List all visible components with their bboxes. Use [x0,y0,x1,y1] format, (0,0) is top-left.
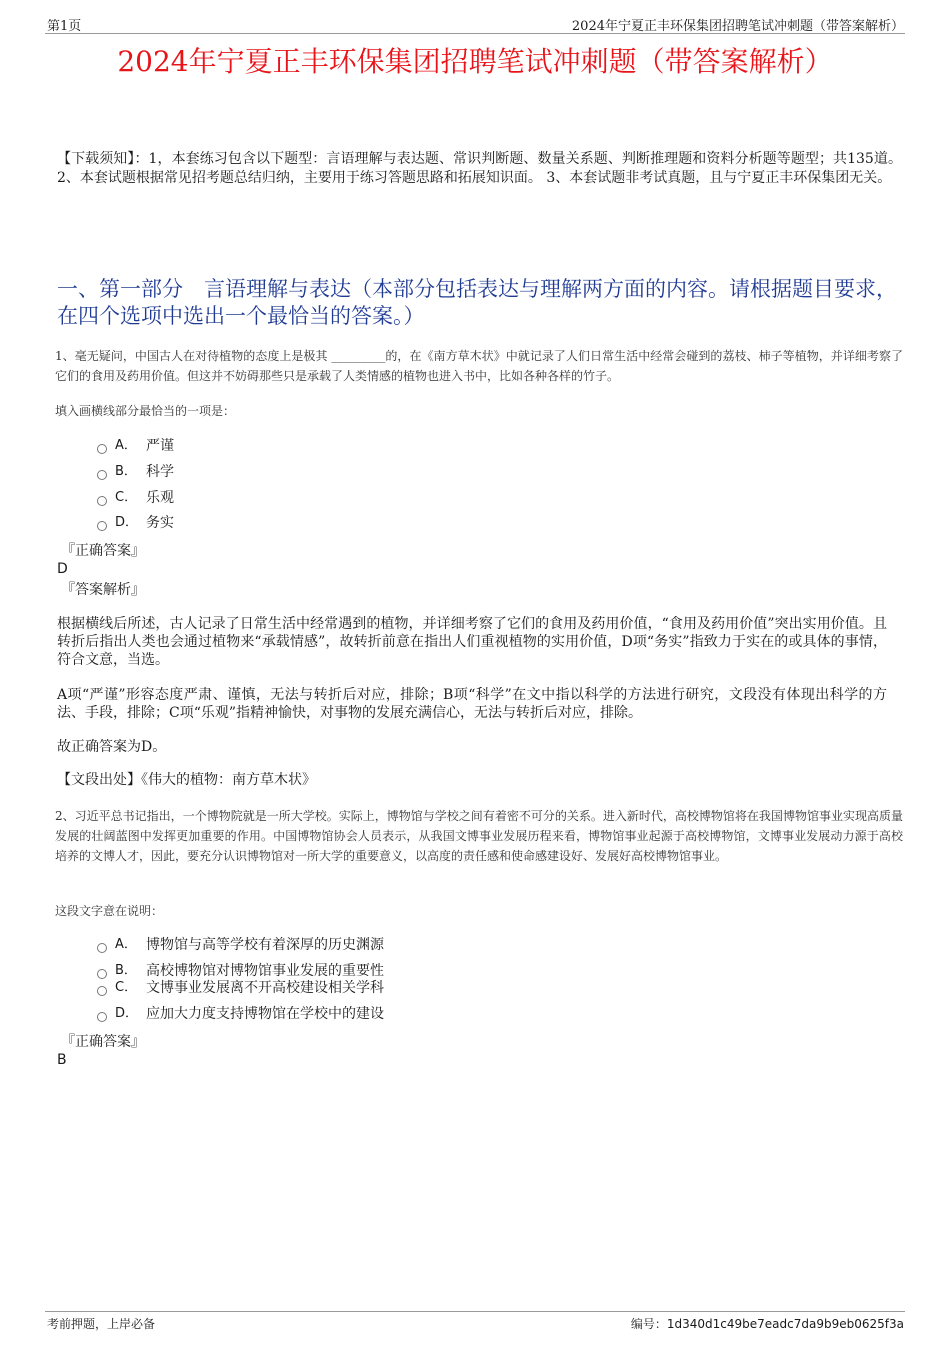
radio-icon[interactable] [97,521,107,531]
page-number: 第1页 [47,19,82,34]
question-1-option-c[interactable] [97,489,174,507]
question-2-prompt: 这段文字意在说明： [55,904,164,918]
option-text: 博物馆与高等学校有着深厚的历史渊源 [146,937,384,953]
question-2-option-c[interactable] [97,979,384,997]
option-letter: C． [115,490,138,505]
option-text: 应加大力度支持博物馆在学校中的建设 [146,1006,384,1022]
radio-icon[interactable] [97,1012,107,1022]
option-letter: A． [115,937,137,952]
option-letter: A． [115,438,137,453]
option-text: 乐观 [146,490,174,506]
option-text: 务实 [146,515,174,531]
question-1-answer: D [57,561,68,577]
radio-icon[interactable] [97,470,107,480]
footer-code-label: 编号： [630,1317,667,1331]
download-notice: 【下载须知】：1，本套练习包含以下题型：言语理解与表达题、常识判断题、数量关系题、判断推理题和资料分析题等题型；共135道。 2、本套试题根据常见招考题总结归纳，主要用于练习答题思路和拓展知识面。 3、本套试题非考试真题，且与宁夏正丰环保集团无关。 [57,151,902,186]
question-2-answer: B [57,1052,67,1068]
question-2-option-a[interactable] [97,936,384,954]
footer-code-value: 1d340d1c49be7eadc7da9b9eb0625f3a [666,1317,904,1331]
analysis-paragraph: 根据横线后所述，古人记录了日常生活中经常遇到的植物，并详细考察了它们的食用及药用价值，“食用及药用价值”突出实用价值。且转折后指出人类也会通过植物来“承载情感”，故转折前意在指出人们重视植物的实用价值，D项“务实”指致力于实在的或具体的事情，符合文意，当选。 [57,616,887,668]
question-1-prompt: 填入画横线部分最恰当的一项是： [55,404,236,418]
analysis-paragraph: A项“严谨”形容态度严肃、谨慎，无法与转折后对应，排除；B项“科学”在文中指以科学的方法进行研究，文段没有体现出科学的方法、手段，排除；C项“乐观”指精神愉快，对事物的发展充满信心，无法与转折后对应，排除。 [57,687,887,721]
section-heading: 一、第一部分 言语理解与表达（本部分包括表达与理解两方面的内容。请根据题目要求，在四个选项中选出一个最恰当的答案。） [57,277,897,328]
document-title: 2024年宁夏正丰环保集团招聘笔试冲刺题（带答案解析） [117,45,833,78]
question-2-option-b[interactable] [97,962,384,980]
option-text: 科学 [146,464,174,480]
radio-icon[interactable] [97,496,107,506]
question-1-option-b[interactable] [97,463,174,481]
question-2-answer-label: 『正确答案』 [61,1034,145,1050]
radio-icon[interactable] [97,986,107,996]
option-text: 高校博物馆对博物馆事业发展的重要性 [146,963,384,979]
radio-icon[interactable] [97,969,107,979]
option-letter: D． [115,1006,139,1021]
question-1-text: 1、毫无疑问，中国古人在对待植物的态度上是极其 _________的，在《南方草木状》中就记录了人们日常生活中经常会碰到的荔枝、柿子等植物，并详细考察了它们的食用及药用价值。但这并不妨碍那些只是承载了人类情感的植物也进入书中，比如各种各样的竹子。 [55,349,903,383]
option-text: 严谨 [146,438,174,454]
option-letter: B． [115,464,137,479]
footer-code [631,1315,904,1332]
analysis-paragraph: 故正确答案为D。 [57,739,167,755]
footer-slogan: 考前押题，上岸必备 [47,1317,156,1331]
question-1-option-d[interactable] [97,514,174,532]
question-1-answer-label: 『正确答案』 [61,543,145,559]
footer-divider [45,1311,905,1312]
radio-icon[interactable] [97,943,107,953]
option-text: 文博事业发展离不开高校建设相关学科 [146,980,384,996]
option-letter: C． [115,980,138,995]
question-2-text: 2、习近平总书记指出，一个博物院就是一所大学校。实际上，博物馆与学校之间有着密不可分的关系。进入新时代，高校博物馆将在我国博物馆事业实现高质量发展的壮阔蓝图中发挥更加重要的作用。中国博物馆协会人员表示，从我国文博事业发展历程来看，博物馆事业起源于高校博物馆，文博事业发展动力源于高校培养的文博人才，因此，要充分认识博物馆对一所大学的重要意义，以高度的责任感和使命感建设好、发展好高校博物馆事业。 [55,809,903,863]
header-title: 2024年宁夏正丰环保集团招聘笔试冲刺题（带答案解析） [571,19,904,34]
header-divider [45,33,905,34]
option-letter: D． [115,515,139,530]
radio-icon[interactable] [97,444,107,454]
option-letter: B． [115,963,137,978]
question-2-option-d[interactable] [97,1005,384,1023]
question-1-analysis-label: 『答案解析』 [61,582,145,598]
source-reference: 【文段出处】《伟大的植物：南方草木状》 [57,772,316,788]
question-1-option-a[interactable] [97,437,174,455]
